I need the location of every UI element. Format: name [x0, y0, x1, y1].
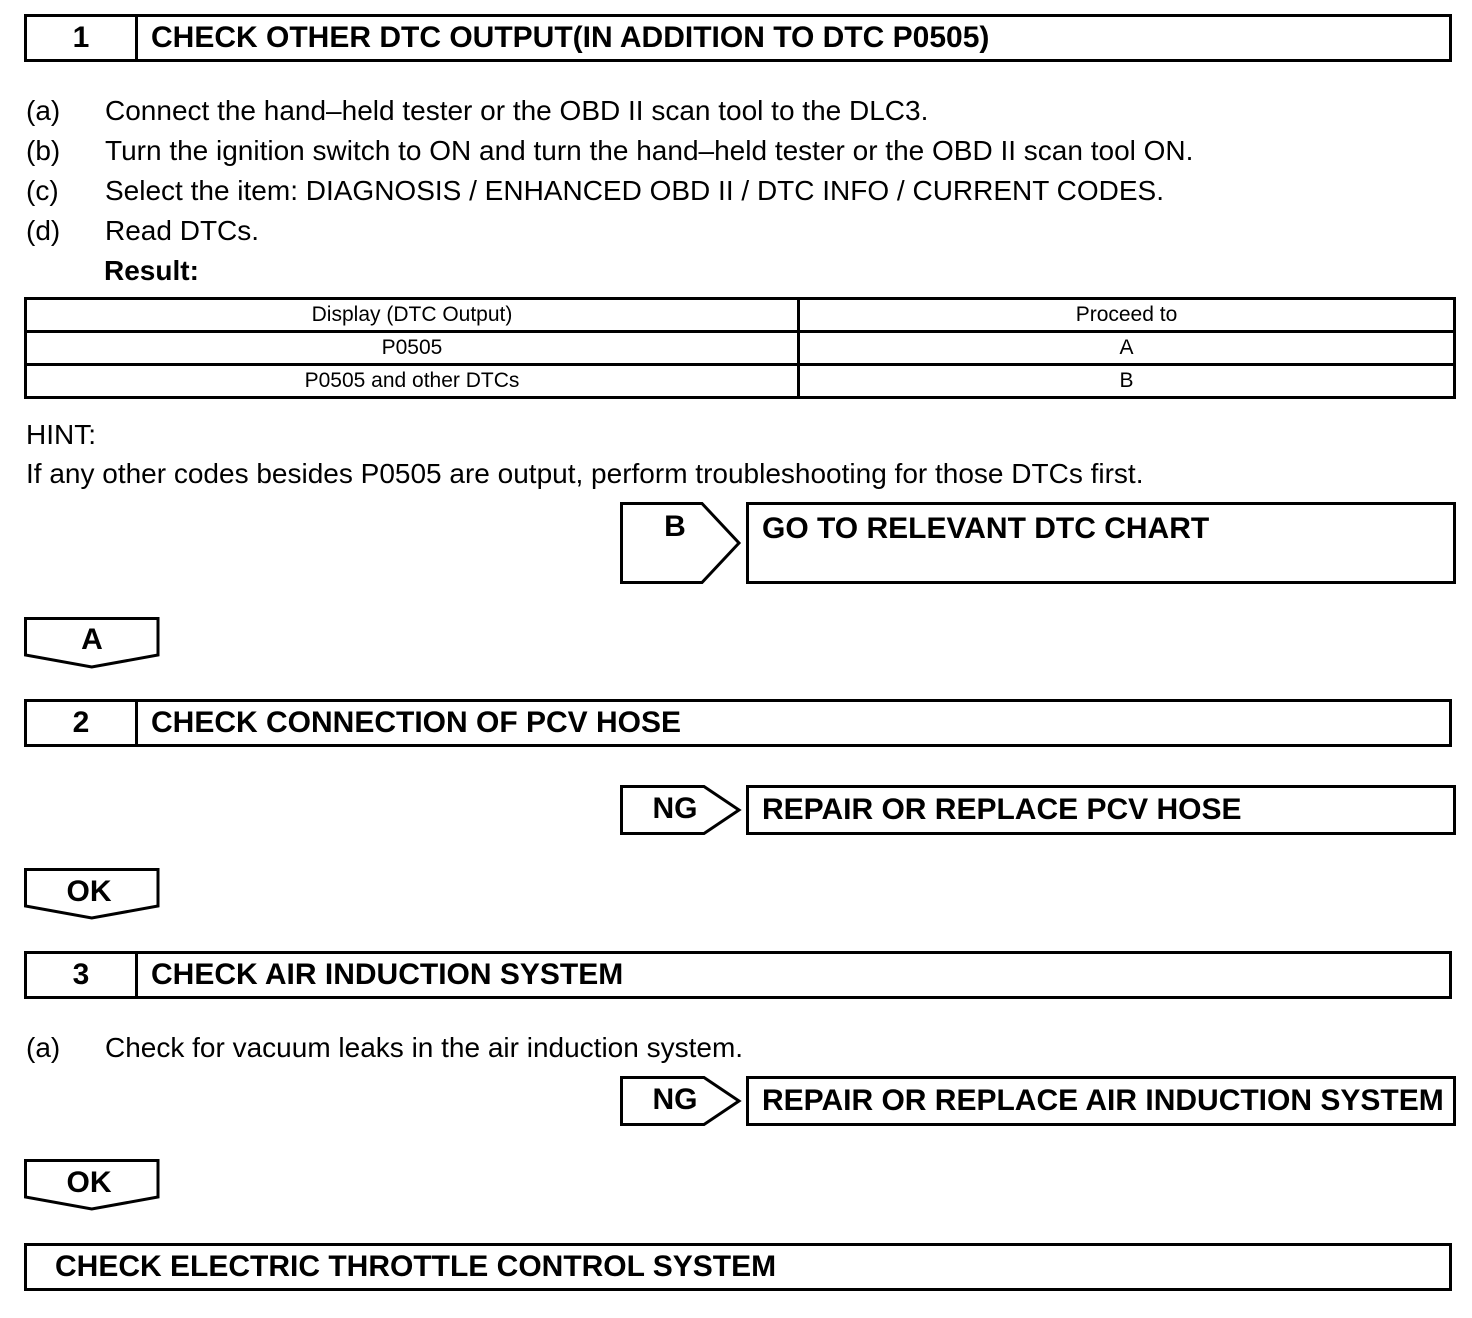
- table-cell: A: [799, 332, 1455, 365]
- table-cell: B: [799, 365, 1455, 398]
- final-step-title: CHECK ELECTRIC THROTTLE CONTROL SYSTEM: [55, 1250, 777, 1283]
- result-label: Result:: [104, 255, 199, 286]
- item-text: Select the item: DIAGNOSIS / ENHANCED OBD II / DTC INFO / CURRENT CODES.: [105, 175, 1164, 206]
- hint-label: HINT:: [26, 419, 96, 450]
- item-label: (a): [26, 95, 61, 126]
- table-header: Display (DTC Output): [26, 299, 799, 332]
- table-header: Proceed to: [799, 299, 1455, 332]
- step-title: CHECK AIR INDUCTION SYSTEM: [151, 958, 624, 991]
- table-cell: P0505: [26, 332, 799, 365]
- step-number: 1: [27, 17, 138, 59]
- item-text: Check for vacuum leaks in the air induction system.: [105, 1032, 744, 1063]
- table-row: [26, 332, 1455, 365]
- item-label: (b): [26, 135, 61, 166]
- table-cell: P0505 and other DTCs: [26, 365, 799, 398]
- item-text: Read DTCs.: [105, 215, 260, 246]
- step-2-header: [24, 699, 1452, 747]
- branch-action: GO TO RELEVANT DTC CHART: [746, 502, 1456, 584]
- table-header-row: [26, 299, 1455, 332]
- branch-tag: NG: [652, 792, 698, 825]
- branch-action: REPAIR OR REPLACE AIR INDUCTION SYSTEM: [746, 1076, 1456, 1126]
- item-label: (a): [26, 1032, 61, 1063]
- item-label: (d): [26, 215, 61, 246]
- step-number: 3: [27, 954, 138, 996]
- continue-tag: OK: [66, 1166, 112, 1199]
- continue-tag: A: [81, 623, 103, 656]
- result-table: [24, 297, 1456, 399]
- table-row: [26, 365, 1455, 398]
- step-title: CHECK OTHER DTC OUTPUT(IN ADDITION TO DTC P0505): [151, 21, 990, 54]
- step-3-header: [24, 951, 1452, 999]
- hint-text: If any other codes besides P0505 are output, perform troubleshooting for those DTCs first.: [26, 458, 1144, 489]
- item-text: Turn the ignition switch to ON and turn the hand–held tester or the OBD II scan tool ON.: [105, 135, 1194, 166]
- item-text: Connect the hand–held tester or the OBD II scan tool to the DLC3.: [105, 95, 929, 126]
- step-1-header: [24, 14, 1452, 62]
- step-number: 2: [27, 702, 138, 744]
- final-step-box: [24, 1243, 1452, 1291]
- branch-tag: B: [664, 510, 686, 543]
- branch-action: REPAIR OR REPLACE PCV HOSE: [746, 785, 1456, 835]
- step-title: CHECK CONNECTION OF PCV HOSE: [151, 706, 682, 739]
- continue-tag: OK: [66, 875, 112, 908]
- item-label: (c): [26, 175, 59, 206]
- branch-tag: NG: [652, 1083, 698, 1116]
